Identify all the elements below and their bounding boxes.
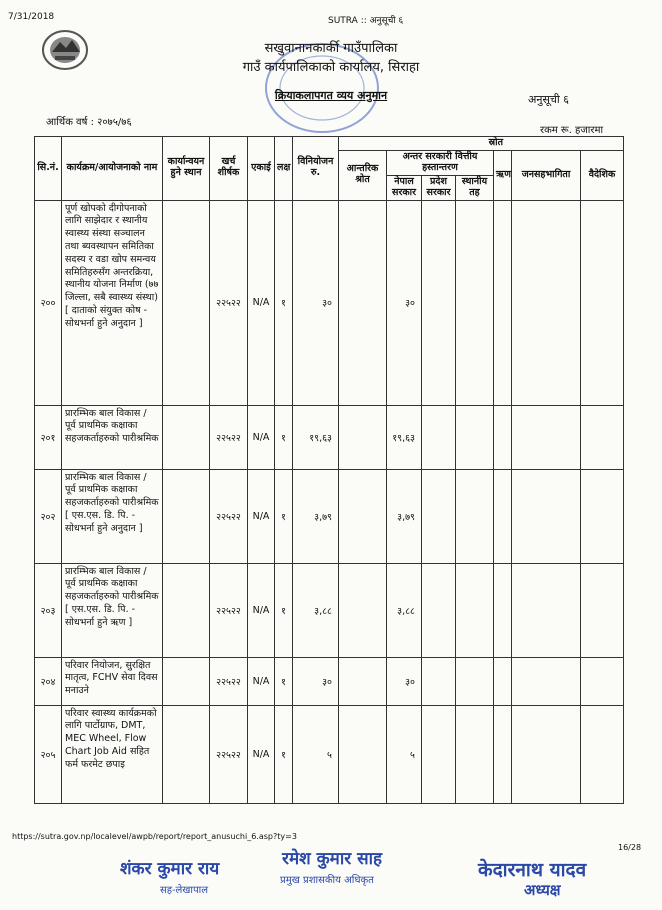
row-people: [512, 705, 581, 803]
row-foreign: [581, 469, 624, 563]
header-internal: आन्तरिक श्रोत: [339, 150, 387, 200]
fiscal-year: आर्थिक वर्ष : २०७५/७६: [46, 117, 132, 128]
row-internal: [339, 563, 387, 657]
row-target: १: [275, 405, 293, 469]
row-local: [456, 405, 494, 469]
row-federal: ३,७९: [387, 469, 422, 563]
row-loan: [494, 469, 512, 563]
title-line-1: सखुवानानकार्की गाउँपालिका: [264, 41, 398, 56]
row-target: १: [275, 200, 293, 405]
row-province: [422, 200, 456, 405]
row-sn: २००: [35, 200, 62, 405]
row-people: [512, 405, 581, 469]
row-province: [422, 563, 456, 657]
table-row: [35, 563, 624, 657]
header-program: कार्यक्रम/आयोजनाको नाम: [62, 137, 163, 201]
row-amount: १९,६३: [293, 405, 339, 469]
row-foreign: [581, 563, 624, 657]
amount-unit: रकम रू. हजारमा: [540, 125, 604, 136]
row-program: प्रारम्भिक बाल विकास / पूर्व प्राथमिक कक्षाका सहजकर्ताहरुको पारीश्रमिक [ एस.एस. डि. पि. - सोधभर्ना हुने ऋण ]: [62, 563, 163, 657]
row-internal: [339, 405, 387, 469]
row-sn: २०४: [35, 657, 62, 705]
row-sn: २०१: [35, 405, 62, 469]
row-program: परिवार स्वास्थ्य कार्यक्रमको लागि पार्टोग्राफ, DMT, MEC Wheel, Flow Chart Job Aid सहित फर्म फरमेट छपाइ: [62, 705, 163, 803]
row-federal: १९,६३: [387, 405, 422, 469]
signature-name: शंकर कुमार राय: [120, 859, 220, 879]
row-budget-head: २२५२२: [210, 705, 248, 803]
header-appropriation: विनियोजन रु.: [293, 137, 339, 201]
signature-name: रमेश कुमार साह: [282, 849, 383, 869]
row-location: [163, 200, 210, 405]
row-target: १: [275, 705, 293, 803]
row-budget-head: २२५२२: [210, 563, 248, 657]
annex-label: अनुसूची ६: [528, 93, 569, 106]
header-foreign: वैदेशिक: [581, 150, 624, 200]
row-province: [422, 657, 456, 705]
row-internal: [339, 657, 387, 705]
table-row: [35, 469, 624, 563]
row-location: [163, 469, 210, 563]
row-location: [163, 563, 210, 657]
row-loan: [494, 705, 512, 803]
row-amount: ३,८८: [293, 563, 339, 657]
header-budget-head: खर्च शीर्षक: [210, 137, 248, 201]
header-local: स्थानीय तह: [456, 175, 494, 200]
signature-chairperson: [478, 838, 638, 900]
header-people: जनसहभागिता: [512, 150, 581, 200]
header-intergov: अन्तर सरकारी वित्तीय हस्तान्तरण: [387, 150, 494, 175]
row-federal: ३०: [387, 200, 422, 405]
row-target: १: [275, 469, 293, 563]
row-amount: ३०: [293, 657, 339, 705]
source-url: https://sutra.gov.np/localevel/awpb/report/report_anusuchi_6.asp?ty=3: [12, 832, 297, 841]
row-federal: ५: [387, 705, 422, 803]
header-sn: सि.नं.: [35, 137, 62, 201]
row-people: [512, 200, 581, 405]
row-loan: [494, 657, 512, 705]
signature-designation: प्रमुख प्रशासकीय अधिकृत: [280, 875, 374, 886]
table-row: [35, 200, 624, 405]
header-unit: एकाई: [248, 137, 275, 201]
header-target: लक्ष: [275, 137, 293, 201]
row-sn: २०२: [35, 469, 62, 563]
row-amount: ३,७९: [293, 469, 339, 563]
row-program: प्रारम्भिक बाल विकास / पूर्व प्राथमिक कक्षाका सहजकर्ताहरुको पारीश्रमिक: [62, 405, 163, 469]
row-location: [163, 405, 210, 469]
row-province: [422, 469, 456, 563]
title-line-2: गाउँ कार्यपालिकाको कार्यालय, सिराहा: [242, 60, 420, 75]
row-loan: [494, 563, 512, 657]
row-people: [512, 563, 581, 657]
row-sn: २०३: [35, 563, 62, 657]
row-unit: N/A: [248, 705, 275, 803]
row-budget-head: २२५२२: [210, 405, 248, 469]
header-location: कार्यान्वयन हुने स्थान: [163, 137, 210, 201]
budget-table: [34, 136, 624, 804]
row-people: [512, 469, 581, 563]
table-row: [35, 405, 624, 469]
row-foreign: [581, 705, 624, 803]
signature-name: केदारनाथ यादव: [478, 859, 587, 881]
header-province: प्रदेश सरकार: [422, 175, 456, 200]
sutra-tag: SUTRA :: अनुसूची ६: [328, 16, 404, 26]
row-amount: ३०: [293, 200, 339, 405]
row-province: [422, 705, 456, 803]
signature-cao: [278, 838, 408, 900]
row-federal: ३,८८: [387, 563, 422, 657]
print-date: 7/31/2018: [8, 12, 55, 22]
row-target: १: [275, 657, 293, 705]
row-loan: [494, 200, 512, 405]
row-internal: [339, 200, 387, 405]
row-internal: [339, 469, 387, 563]
row-unit: N/A: [248, 469, 275, 563]
row-foreign: [581, 405, 624, 469]
row-unit: N/A: [248, 657, 275, 705]
row-local: [456, 563, 494, 657]
row-budget-head: २२५२२: [210, 469, 248, 563]
row-internal: [339, 705, 387, 803]
row-location: [163, 705, 210, 803]
row-local: [456, 200, 494, 405]
row-program: परिवार नियोजन, सुरक्षित मातृत्व, FCHV सेवा दिवस मनाउने: [62, 657, 163, 705]
row-federal: ३०: [387, 657, 422, 705]
signature-designation: सह-लेखापाल: [160, 885, 209, 896]
row-local: [456, 657, 494, 705]
row-unit: N/A: [248, 405, 275, 469]
row-budget-head: २२५२२: [210, 657, 248, 705]
header-source: स्रोत: [339, 137, 624, 151]
row-target: १: [275, 563, 293, 657]
table-row: [35, 705, 624, 803]
row-local: [456, 705, 494, 803]
row-unit: N/A: [248, 200, 275, 405]
signature-designation: अध्यक्ष: [524, 881, 561, 899]
row-budget-head: २२५२२: [210, 200, 248, 405]
row-unit: N/A: [248, 563, 275, 657]
row-foreign: [581, 657, 624, 705]
row-loan: [494, 405, 512, 469]
row-amount: ५: [293, 705, 339, 803]
document-subtitle: क्रियाकलापगत व्यय अनुमान: [274, 89, 388, 102]
row-sn: २०५: [35, 705, 62, 803]
row-foreign: [581, 200, 624, 405]
header-federal: नेपाल सरकार: [387, 175, 422, 200]
header-loan: ऋण: [494, 150, 512, 200]
row-province: [422, 405, 456, 469]
table-row: [35, 657, 624, 705]
row-location: [163, 657, 210, 705]
signature-accountant: [90, 838, 250, 900]
row-program: प्रारम्भिक बाल विकास / पूर्व प्राथमिक कक्षाका सहजकर्ताहरुको पारीश्रमिक [ एस.एस. डि. पि. - सोधभर्ना हुने अनुदान ]: [62, 469, 163, 563]
row-people: [512, 657, 581, 705]
row-local: [456, 469, 494, 563]
page-number: 16/28: [618, 843, 642, 852]
row-program: पूर्ण खोपको दीगोपनाको लागि साझेदार र स्थानीय स्वास्थ्य संस्था सञ्चालन तथा ब्यवस्थापन समितिका सदस्य र वडा खोप समन्वय समितिहरुसँग अन्तरक्रिया, स्थानीय योजना निर्माण (७७ जिल्ला, सबै स्वास्थ्य संस्था) [ दाताको संयुक्त कोष - सोधभर्ना हुने अनुदान ]: [62, 200, 163, 405]
